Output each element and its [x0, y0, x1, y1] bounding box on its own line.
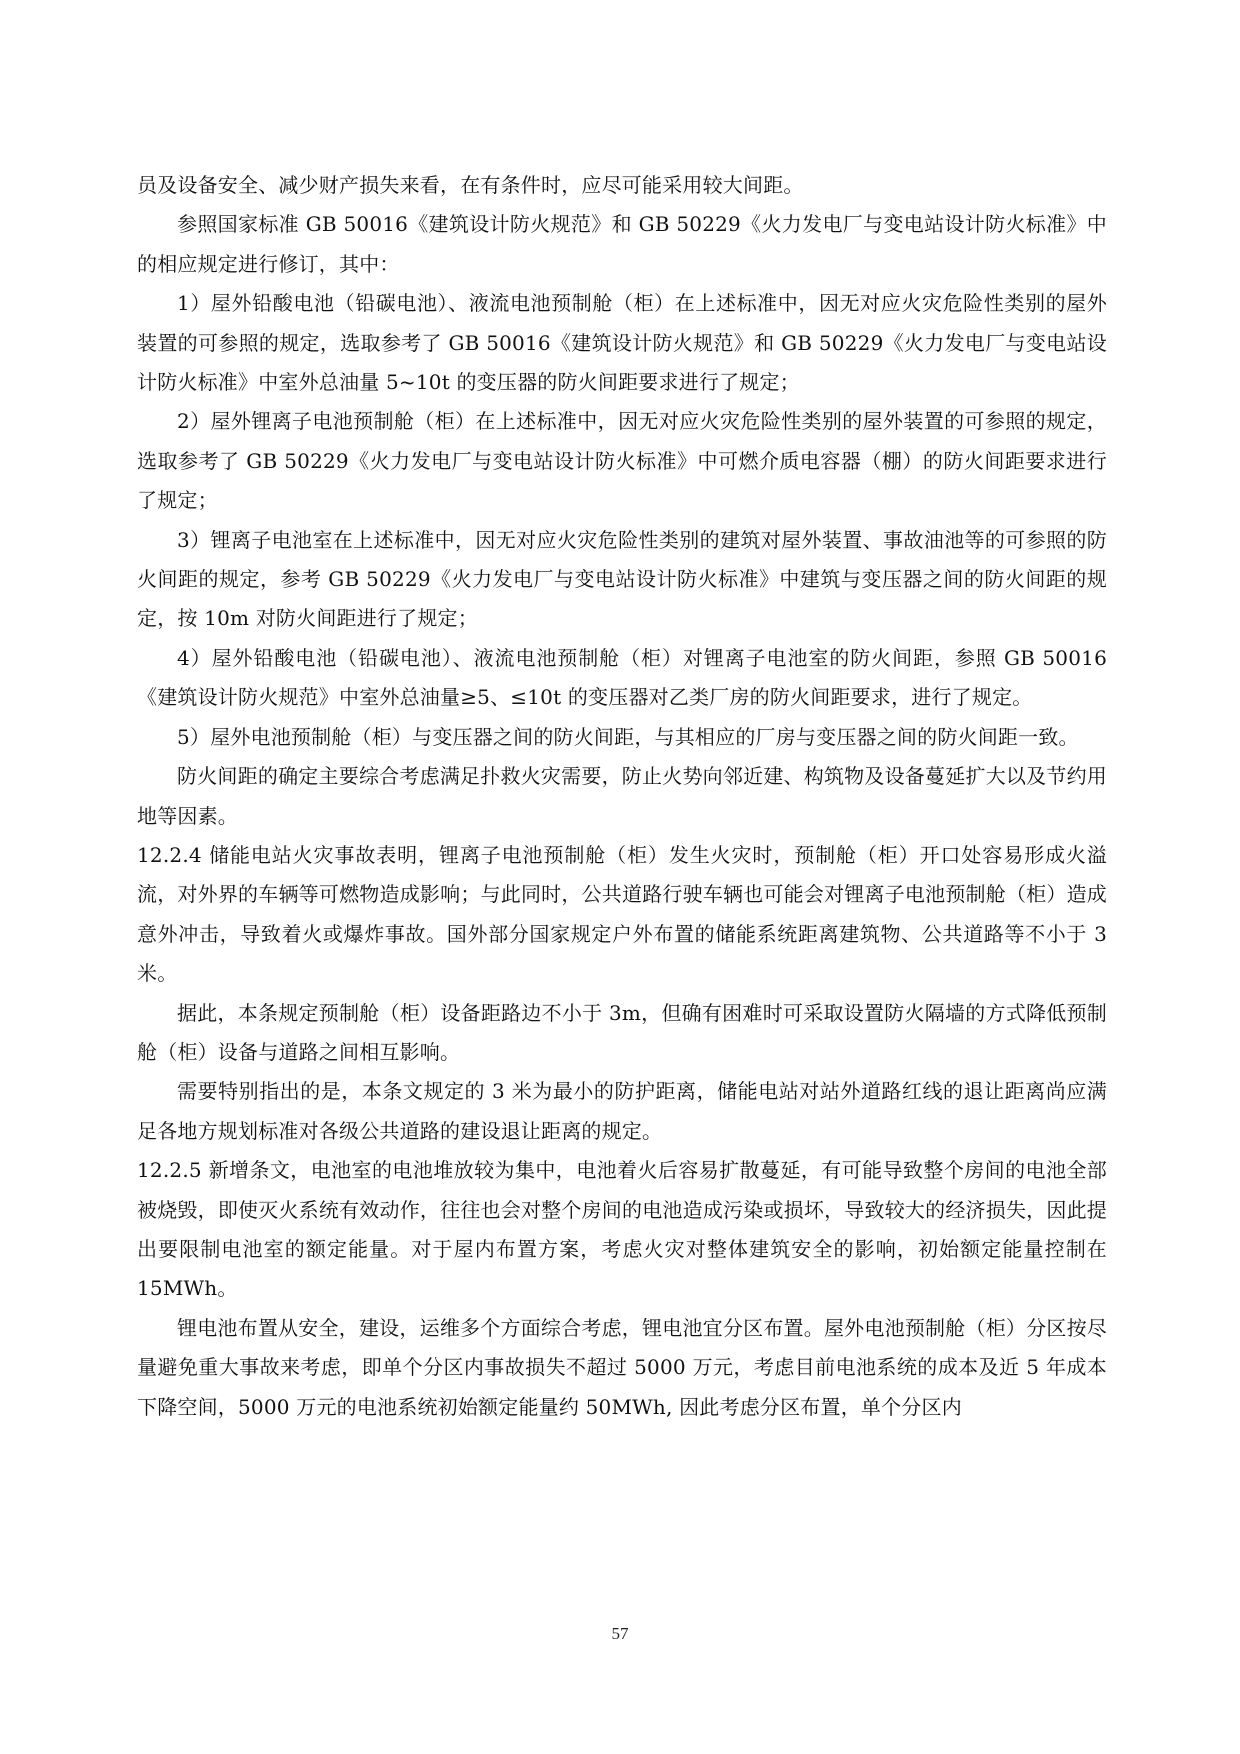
paragraph: 据此，本条规定预制舱（柜）设备距路边不小于 3m，但确有困难时可采取设置防火隔墙的方式降低预制舱（柜）设备与道路之间相互影响。 — [137, 1000, 1107, 1064]
paragraph: 需要特别指出的是，本条文规定的 3 米为最小的防护距离，储能电站对站外道路红线的退让距离尚应满足各地方规划标准对各级公共道路的建设退让距离的规定。 — [137, 1079, 1107, 1143]
paragraph: 2）屋外锂离子电池预制舱（柜）在上述标准中，因无对应火灾危险性类别的屋外装置的可参照的规定，选取参考了 GB 50229《火力发电厂与变电站设计防火标准》中可燃介质电容器（棚）的防火间距要求进行了规定； — [137, 409, 1107, 513]
body-text — [137, 166, 1107, 1427]
page-number: 57 — [611, 1624, 629, 1643]
paragraph: 锂电池布置从安全，建设，运维多个方面综合考虑，锂电池宜分区布置。屋外电池预制舱（柜）分区按尽量避免重大事故来考虑，即单个分区内事故损失不超过 5000 万元，考虑目前电池系统的成本及近 5 年成本下降空间，5000 万元的电池系统初始额定能量约 50MWh, 因此考虑分区布置，单个分区内 — [137, 1315, 1107, 1419]
paragraph: 防火间距的确定主要综合考虑满足扑救火灾需要，防止火势向邻近建、构筑物及设备蔓延扩大以及节约用地等因素。 — [137, 764, 1107, 828]
paragraph: 12.2.4 储能电站火灾事故表明，锂离子电池预制舱（柜）发生火灾时，预制舱（柜）开口处容易形成火溢流，对外界的车辆等可燃物造成影响；与此同时，公共道路行驶车辆也可能会对锂离子电池预制舱（柜）造成意外冲击，导致着火或爆炸事故。国外部分国家规定户外布置的储能系统距离建筑物、公共道路等不小于 3 米。 — [137, 842, 1107, 986]
paragraph: 参照国家标准 GB 50016《建筑设计防火规范》和 GB 50229《火力发电厂与变电站设计防火标准》中的相应规定进行修订，其中： — [137, 212, 1107, 276]
paragraph: 员及设备安全、减少财产损失来看，在有条件时，应尽可能采用较大间距。 — [137, 173, 804, 197]
paragraph: 3）锂离子电池室在上述标准中，因无对应火灾危险性类别的建筑对屋外装置、事故油池等的可参照的防火间距的规定，参考 GB 50229《火力发电厂与变电站设计防火标准》中建筑与变压器之间的防火间距的规定，按 10m 对防火间距进行了规定； — [137, 527, 1107, 631]
paragraph: 4）屋外铅酸电池（铅碳电池）、液流电池预制舱（柜）对锂离子电池室的防火间距，参照 GB 50016《建筑设计防火规范》中室外总油量≥5、≤10t 的变压器对乙类厂房的防火间距要求，进行了规定。 — [137, 645, 1107, 710]
paragraph: 5）屋外电池预制舱（柜）与变压器之间的防火间距，与其相应的厂房与变压器之间的防火间距一致。 — [177, 724, 1079, 749]
paragraph: 1）屋外铅酸电池（铅碳电池）、液流电池预制舱（柜）在上述标准中，因无对应火灾危险性类别的屋外装置的可参照的规定，选取参考了 GB 50016《建筑设计防火规范》和 GB 50229《火力发电厂与变电站设计防火标准》中室外总油量 5~10t 的变压器的防火间距要求进行了规定； — [137, 291, 1107, 395]
paragraph: 12.2.5 新增条文，电池室的电池堆放较为集中，电池着火后容易扩散蔓延，有可能导致整个房间的电池全部被烧毁，即使灭火系统有效动作，往往也会对整个房间的电池造成污染或损坏，导致较大的经济损失，因此提出要限制电池室的额定能量。对于屋内布置方案，考虑火灾对整体建筑安全的影响，初始额定能量控制在 15MWh。 — [137, 1158, 1107, 1301]
